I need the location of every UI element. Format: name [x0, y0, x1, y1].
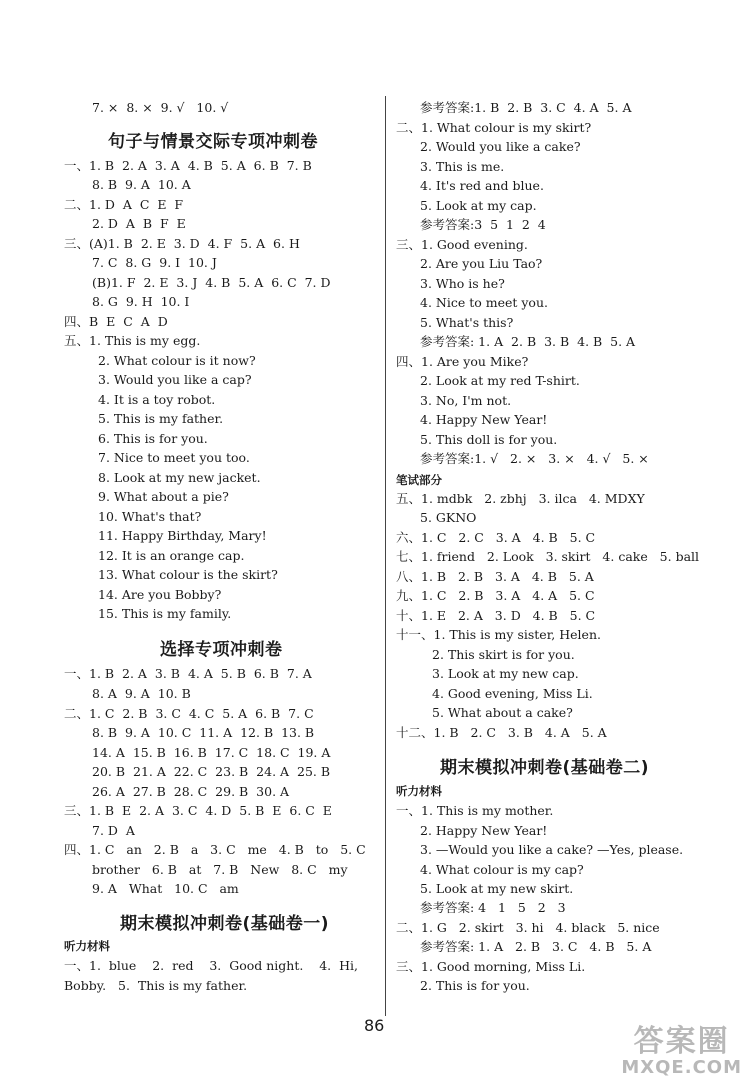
answer-line: 2. Would you like a cake? — [420, 139, 581, 154]
answer-line: 一、1. blue 2. red 3. Good night. 4. Hi, — [64, 958, 358, 973]
watermark-top-text: 答案圈 — [633, 1024, 730, 1059]
answer-line: 2. Look at my red T-shirt. — [420, 373, 580, 388]
section-title: 句子与情景交际专项冲刺卷 — [108, 132, 318, 152]
answer-line: 7. Nice to meet you too. — [98, 450, 250, 465]
answer-line: 十一、1. This is my sister, Helen. — [396, 627, 601, 642]
answer-line: 参考答案: 1. A 2. B 3. B 4. B 5. A — [420, 334, 636, 349]
answer-line: 五、1. This is my egg. — [64, 333, 201, 348]
answer-line: 3. Would you like a cap? — [98, 372, 252, 387]
answer-line: 二、1. G 2. skirt 3. hi 4. black 5. nice — [396, 920, 660, 935]
answer-line: 2. This is for you. — [420, 978, 530, 993]
section-title: 期末模拟冲刺卷(基础卷二) — [440, 758, 650, 778]
watermark-bottom-text: MXQE.COM — [621, 1057, 742, 1078]
answer-line: 2. Are you Liu Tao? — [420, 256, 543, 271]
answer-line: 4. Nice to meet you. — [420, 295, 548, 310]
answer-line: 4. Happy New Year! — [420, 412, 548, 427]
answer-line: 7. C 8. G 9. I 10. J — [92, 255, 217, 270]
answer-line: 4. What colour is my cap? — [420, 862, 584, 877]
answer-line: 一、1. This is my mother. — [396, 803, 554, 818]
answer-line: 3. Who is he? — [420, 276, 505, 291]
answer-line: 5. GKNO — [420, 510, 477, 525]
answer-line: 二、1. D A C E F — [64, 197, 184, 212]
answer-line: 参考答案: 1. A 2. B 3. C 4. B 5. A — [420, 939, 652, 954]
answer-line: 8. A 9. A 10. B — [92, 686, 191, 701]
answer-line: 3. No, I'm not. — [420, 393, 512, 408]
answer-line: 一、1. B 2. A 3. A 4. B 5. A 6. B 7. B — [64, 158, 312, 173]
subsection-label: 听力材料 — [396, 784, 442, 798]
answer-line: 参考答案:1. √ 2. × 3. × 4. √ 5. × — [420, 451, 649, 466]
answer-line: 2. This skirt is for you. — [432, 647, 575, 662]
answer-line: 2. D A B F E — [92, 216, 186, 231]
answer-line: 6. This is for you. — [98, 431, 208, 446]
answer-line: 三、1. B E 2. A 3. C 4. D 5. B E 6. C E — [64, 803, 332, 818]
section-title: 选择专项冲刺卷 — [160, 640, 283, 660]
answer-line: 3. Look at my new cap. — [432, 666, 579, 681]
answer-line: 5. Look at my cap. — [420, 198, 537, 213]
answer-line: 六、1. C 2. C 3. A 4. B 5. C — [396, 530, 596, 545]
answer-line: 4. It's red and blue. — [420, 178, 544, 193]
answer-line: 13. What colour is the skirt? — [98, 567, 278, 582]
answer-line: 12. It is an orange cap. — [98, 548, 245, 563]
answer-line: 7. × 8. × 9. √ 10. √ — [92, 100, 229, 115]
answer-line: 5. What about a cake? — [432, 705, 573, 720]
answer-line: 2. What colour is it now? — [98, 353, 256, 368]
answer-line: 15. This is my family. — [98, 606, 232, 621]
answer-line: 四、1. Are you Mike? — [396, 354, 529, 369]
answer-line: 8. B 9. A 10. C 11. A 12. B 13. B — [92, 725, 315, 740]
subsection-label: 笔试部分 — [396, 473, 442, 487]
answer-line: Bobby. 5. This is my father. — [64, 978, 248, 993]
subsection-label: 听力材料 — [64, 939, 110, 953]
answer-line: 九、1. C 2. B 3. A 4. A 5. C — [396, 588, 595, 603]
answer-line: 5. This is my father. — [98, 411, 224, 426]
answer-line: 十、1. E 2. A 3. D 4. B 5. C — [396, 608, 596, 623]
watermark-logo — [621, 1026, 742, 1078]
answer-line: 二、1. C 2. B 3. C 4. C 5. A 6. B 7. C — [64, 706, 314, 721]
answer-line: 3. This is me. — [420, 159, 505, 174]
answer-line: 10. What's that? — [98, 509, 202, 524]
answer-line: 9. A What 10. C am — [92, 881, 239, 896]
page-number: 86 — [364, 1016, 385, 1035]
answer-line: 参考答案:1. B 2. B 3. C 4. A 5. A — [420, 100, 632, 115]
answer-line: 7. D A — [92, 823, 135, 838]
answer-line: 三、1. Good evening. — [396, 237, 528, 252]
answer-line: 二、1. What colour is my skirt? — [396, 120, 592, 135]
answer-line: 26. A 27. B 28. C 29. B 30. A — [92, 784, 290, 799]
answer-line: 十二、1. B 2. C 3. B 4. A 5. A — [396, 725, 607, 740]
answer-line: 2. Happy New Year! — [420, 823, 548, 838]
answer-line: 11. Happy Birthday, Mary! — [98, 528, 267, 543]
answer-line: 5. This doll is for you. — [420, 432, 558, 447]
answer-line: 4. Good evening, Miss Li. — [432, 686, 593, 701]
answer-line: 八、1. B 2. B 3. A 4. B 5. A — [396, 569, 594, 584]
answer-line: 参考答案: 4 1 5 2 3 — [420, 900, 566, 915]
answer-line: 3. —Would you like a cake? —Yes, please. — [420, 842, 684, 857]
answer-line: 8. Look at my new jacket. — [98, 470, 261, 485]
answer-line: 四、1. C an 2. B a 3. C me 4. B to 5. C — [64, 842, 366, 857]
section-title: 期末模拟冲刺卷(基础卷一) — [120, 914, 330, 934]
answer-line: 8. B 9. A 10. A — [92, 177, 191, 192]
answer-line: 14. Are you Bobby? — [98, 587, 222, 602]
answer-line: 三、(A)1. B 2. E 3. D 4. F 5. A 6. H — [64, 236, 300, 251]
answer-line: 4. It is a toy robot. — [98, 392, 216, 407]
answer-line: 一、1. B 2. A 3. B 4. A 5. B 6. B 7. A — [64, 666, 312, 681]
answer-line: 七、1. friend 2. Look 3. skirt 4. cake 5. ball — [396, 549, 700, 564]
answer-line: 三、1. Good morning, Miss Li. — [396, 959, 586, 974]
answer-line: (B)1. F 2. E 3. J 4. B 5. A 6. C 7. D — [92, 275, 331, 290]
answer-line: 5. Look at my new skirt. — [420, 881, 574, 896]
column-divider — [385, 96, 386, 1016]
answer-line: 20. B 21. A 22. C 23. B 24. A 25. B — [92, 764, 331, 779]
answer-line: 四、B E C A D — [64, 314, 168, 329]
answer-line: 五、1. mdbk 2. zbhj 3. ilca 4. MDXY — [396, 491, 645, 506]
answer-line: 参考答案:3 5 1 2 4 — [420, 217, 546, 232]
answer-line: 14. A 15. B 16. B 17. C 18. C 19. A — [92, 745, 331, 760]
answer-line: 9. What about a pie? — [98, 489, 229, 504]
answer-line: brother 6. B at 7. B New 8. C my — [92, 862, 348, 877]
answer-line: 8. G 9. H 10. I — [92, 294, 190, 309]
answer-line: 5. What's this? — [420, 315, 514, 330]
